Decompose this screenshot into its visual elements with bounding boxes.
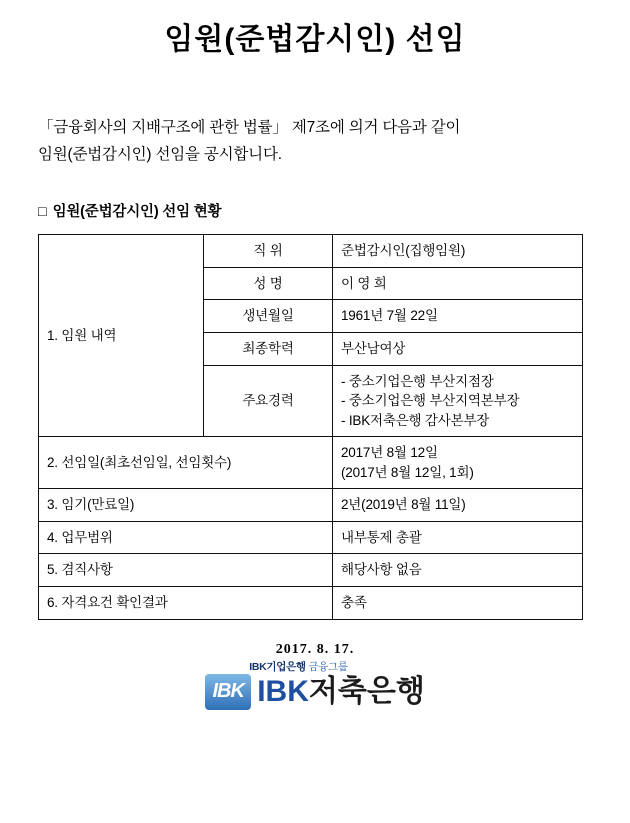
logo-tagline-rest: 금융그룹 [305,660,348,673]
row-label-concurrent: 5. 겸직사항 [39,554,333,587]
page-title: 임원(준법감시인) 선임 [164,23,466,56]
value-term: 2년(2019년 8월 11일) [333,489,583,522]
appointment-line-1: 2017년 8월 12일 [341,445,438,461]
intro-line-1: 「금융회사의 지배구조에 관한 법률」 제7조에 의거 다음과 같이 [38,119,461,136]
logo-tagline-bold: IBK기업은행 [249,660,306,673]
value-appointment-date [333,437,583,489]
sub-label-name: 성 명 [204,267,333,300]
value-birthdate: 1961년 7월 22일 [333,300,583,333]
row-label-appointment-date: 2. 선임일(최초선임일, 선임횟수) [39,437,333,489]
row-label-officer-details: 1. 임원 내역 [39,235,204,437]
sub-label-position: 직 위 [204,235,333,268]
sub-label-birthdate: 생년월일 [204,300,333,333]
section-heading [38,200,592,221]
row-label-scope: 4. 업무범위 [39,521,333,554]
table-row [39,587,583,620]
sub-label-career: 주요경력 [204,365,333,437]
document-date: 2017. 8. 17. [275,641,355,657]
section-heading-label: 임원(준법감시인) 선임 현황 [52,204,222,221]
table-row [39,554,583,587]
ibk-savings-bank-logo [205,660,425,710]
value-position: 준법감시인(집행임원) [333,235,583,268]
table-row [39,437,583,489]
logo-wordmark-ibk: IBK [257,674,309,708]
footer-logo [38,660,592,710]
officer-info-table [38,234,583,619]
logo-tagline [249,659,348,674]
career-line-1: - 중소기업은행 부산지점장 [341,373,494,389]
career-line-2: - 중소기업은행 부산지역본부장 [341,393,520,409]
row-label-qualification: 6. 자격요건 확인결과 [39,587,333,620]
table-row [39,521,583,554]
value-education: 부산남여상 [333,332,583,365]
value-qualification: 충족 [333,587,583,620]
document-page [0,22,630,823]
career-line-3: - IBK저축은행 감사본부장 [341,412,490,428]
sub-label-education: 최종학력 [204,332,333,365]
logo-wordmark [257,674,425,708]
ibk-logo-mark-icon: IBK [205,674,251,710]
value-name: 이 영 희 [333,267,583,300]
value-career [333,365,583,437]
value-concurrent: 해당사항 없음 [333,554,583,587]
section-bullet-icon: □ [38,204,47,221]
table-row [39,235,583,268]
value-scope: 내부통제 총괄 [333,521,583,554]
intro-line-2: 임원(준법감시인) 선임을 공시합니다. [38,146,282,164]
row-label-term: 3. 임기(만료일) [39,489,333,522]
intro-paragraph [38,114,592,168]
appointment-line-2: (2017년 8월 12일, 1회) [341,464,474,480]
table-row [39,489,583,522]
logo-wordmark-bank: 저축은행 [308,674,425,708]
